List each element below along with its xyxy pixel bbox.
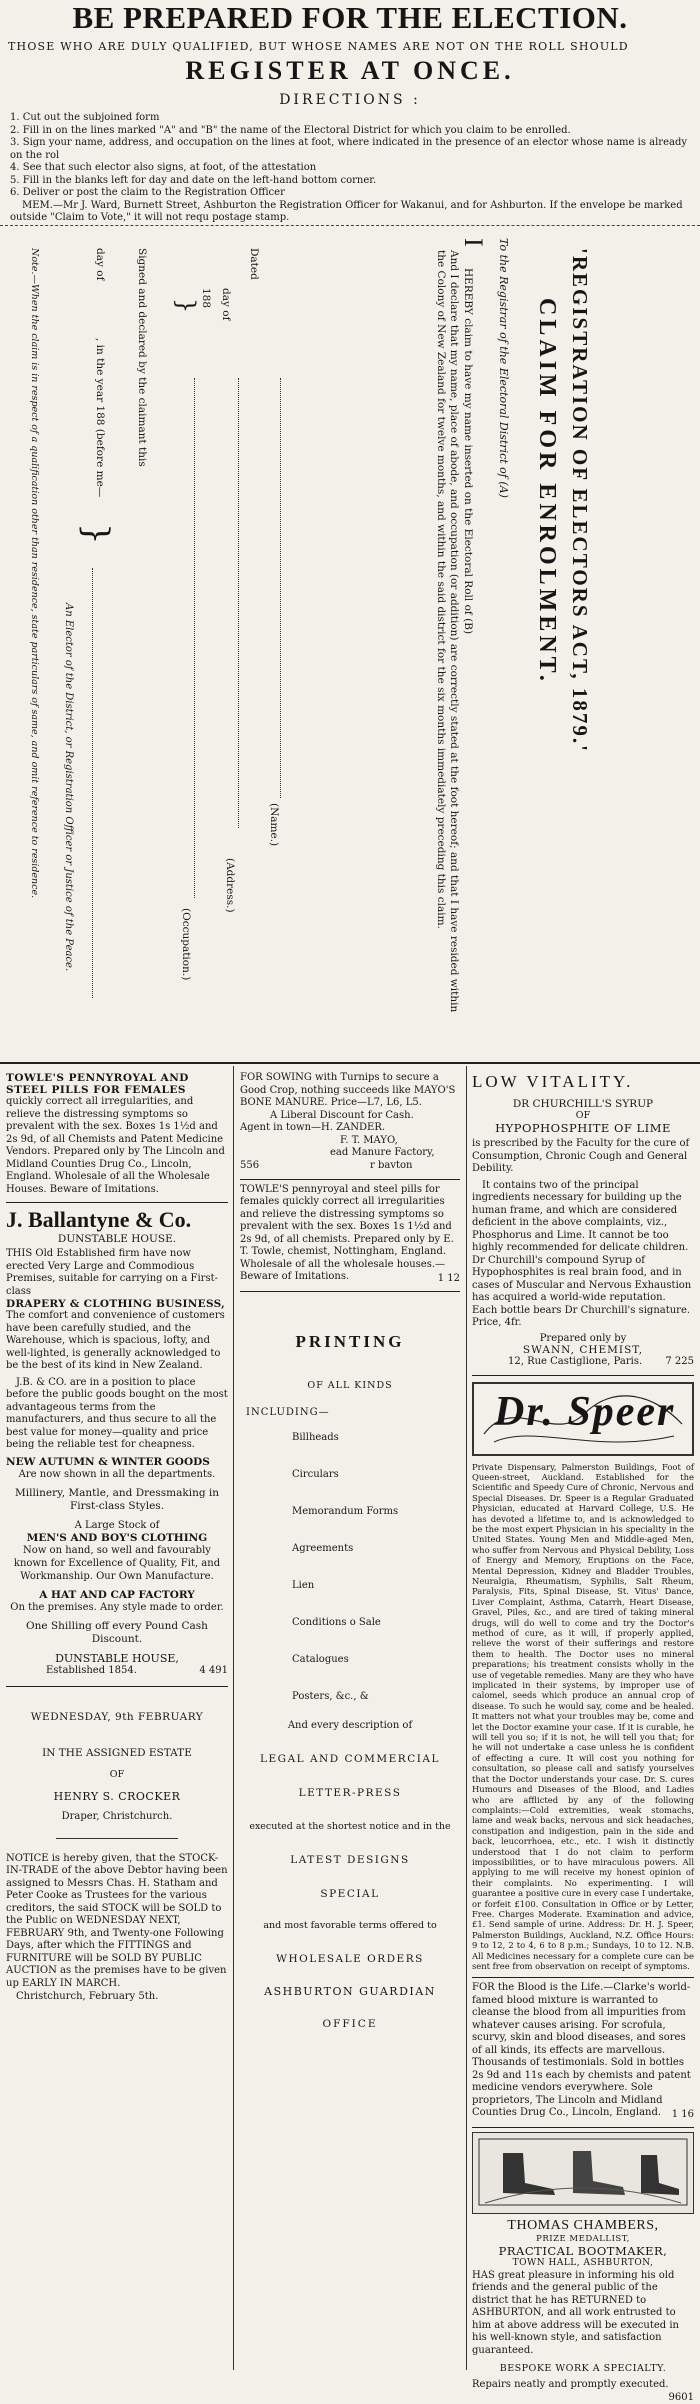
wed-date: WEDNESDAY, 9th FEBRUARY <box>30 1710 204 1723</box>
cut-line <box>0 225 700 226</box>
ballantyne-p1: THIS Old Established firm have now erected Very Large and Commodious Premises, suitable for carrying on a First-class <box>6 1248 218 1297</box>
enrolment-form <box>0 228 700 1058</box>
autumn-sub: Are now shown in all the departments. <box>18 1468 216 1480</box>
autumn-headline: NEW AUTUMN & WINTER GOODS <box>6 1455 210 1468</box>
act-title: 'REGISTRATION OF ELECTORS ACT, 1879.' <box>568 248 592 753</box>
executed: executed at the shortest notice and in the <box>249 1820 451 1832</box>
repairs: Repairs neatly and promptly executed. <box>472 2379 669 2391</box>
towle2-ref: 1 12 <box>437 1272 460 1284</box>
churchill: DR CHURCHILL'S SYRUP <box>512 1098 654 1110</box>
print-item: Billheads <box>292 1431 339 1443</box>
signed-line: Signed and declared by the claimant this <box>136 248 148 467</box>
ad-divider <box>472 2127 694 2128</box>
special: SPECIAL <box>320 1887 380 1900</box>
estate-of: OF <box>109 1768 125 1780</box>
swann: SWANN, CHEMIST, <box>522 1343 644 1356</box>
blood-ad: FOR the Blood is the Life.—Clarke's world-famed blood mixture is warranted to cleanse the blood from all impurities from whatever causes arising. For scrofula, scurvy, skin and blood diseases, and sores of all kinds, its effects are marvellous. Thousands of testimonials. Sold in bottles 2s 9d and 11s each by chemists and patent medicine vendors everywhere. Sole proprietors, The Lincoln and Midland Counties Drug Co., Lincoln, England. <box>472 1982 691 2119</box>
section-rule <box>0 1062 700 1064</box>
favourable: and most favorable terms offered to <box>263 1919 437 1931</box>
ad-divider <box>472 1977 694 1978</box>
register-headline: REGISTER AT ONCE. <box>185 56 515 85</box>
ad-divider <box>6 1202 228 1203</box>
crocker: HENRY S. CROCKER <box>53 1789 181 1803</box>
in-year-line: , in the year 188 (before me— <box>94 338 106 498</box>
print-item: Conditions o Sale <box>292 1616 381 1628</box>
print-item: Posters, &c., & <box>292 1690 369 1702</box>
latest-designs: LATEST DESIGNS <box>290 1853 410 1866</box>
day-of-label: day of <box>220 288 232 321</box>
mens-headline: MEN'S AND BOY'S CLOTHING <box>26 1531 208 1544</box>
occupation-line <box>194 378 196 898</box>
headline: BE PREPARED FOR THE ELECTION. <box>72 0 628 35</box>
letterpress: LETTER-PRESS <box>298 1786 402 1799</box>
print-item: Memorandum Forms <box>292 1505 399 1517</box>
ballantyne-title: J. Ballantyne & Co. <box>6 1207 192 1232</box>
column-rule <box>466 1066 467 2370</box>
occupation-label: (Occupation.) <box>180 908 192 981</box>
bespoke: BESPOKE WORK A SPECIALTY. <box>499 2363 667 2375</box>
hat-headline: A HAT AND CAP FACTORY <box>39 1588 195 1601</box>
directions-list <box>10 112 690 225</box>
swann-footer <box>472 1356 694 1369</box>
ad-divider <box>472 1375 694 1376</box>
millinery: Millinery, Mantle, and Dressmaking in First-class Styles. <box>14 1486 220 1512</box>
mayo-ad: FOR SOWING with Turnips to secure a Good Crop, nothing succeeds like MAYO'S BONE MANURE. Price—L7, L6, L5. <box>240 1072 456 1108</box>
column-2 <box>240 1072 460 2030</box>
print-item: Circulars <box>292 1468 339 1480</box>
claim-title: CLAIM FOR ENROLMENT. <box>534 298 560 685</box>
claim-body-2: And I declare that my name, place of abode, and occupation (or addition) are correctly stated at the foot hereof; and that I have resided within the Colony of New Zealand for twelve months, and within the said district for the six months immediately preceding this claim. <box>435 250 460 1013</box>
drapery-headline: DRAPERY & CLOTHING BUSINESS, <box>6 1298 226 1310</box>
mayo-factory: ead Manure Factory, <box>330 1147 435 1158</box>
towle-body: quickly correct all irregularities, and relieve the distressing symptoms so prevalent with the sex. Boxes 1s 1½d and 2s 9d, of all Chemists and Patent Medicine Vendors. Prepared only by The Lincoln and Midland Counties Drug Co., Lincoln, England. Wholesale of all the Wholesale Houses. Beware of Imitations. <box>6 1096 225 1195</box>
ad-divider <box>6 1686 228 1687</box>
swann-ref: 7 225 <box>665 1355 694 1367</box>
boot-engraving <box>472 2132 694 2214</box>
short-rule <box>56 1838 178 1839</box>
direction-item: 1. Cut out the subjoined form <box>10 112 160 123</box>
churchill-of: OF <box>575 1110 591 1121</box>
name-line <box>280 378 282 798</box>
chambers-ref: 9601 <box>668 2392 694 2404</box>
drop-cap-i: I <box>459 238 488 247</box>
printing-headline: PRINTING <box>295 1331 405 1351</box>
assigned-estate: IN THE ASSIGNED ESTATE <box>42 1746 192 1759</box>
direction-item: 2. Fill in on the lines marked "A" and "B" the name of the Electoral District for which you claim to be enrolled. <box>10 124 571 136</box>
established: Established 1854. <box>46 1664 137 1676</box>
speer-logo: Dr. Speer <box>494 1388 676 1435</box>
low-p1: is prescribed by the Faculty for the cure of Consumption, Chronic Cough and General Debility. <box>472 1138 690 1174</box>
every-description: And every description of <box>287 1719 413 1731</box>
ad-divider <box>240 1291 460 1292</box>
attest-label: An Elector of the District, or Registration Officer or Justice of the Peace. <box>63 603 74 972</box>
town-hall: TOWN HALL, ASHBURTON, <box>512 2257 654 2268</box>
day-line: day of <box>94 248 106 281</box>
low-p2: It contains two of the principal ingredients necessary for building up the human frame, and which are considered deficient in the above complaints, viz., Phosphorus and Lime. It cannot be too highly recommended for delicate children. Dr Churchill's compound Syrup of Hypophosphites is real brain food, and in cases of Muscular and Nervous Exhaustion has acquired a world-wide reputation. Each bottle bears Dr Churchill's signature. Price, 4fr. <box>472 1179 692 1328</box>
mens-sub: Now on hand, so well and favourably known for Excellence of Quality, Fit, and Workmanship. Our Own Manufacture. <box>13 1544 221 1582</box>
ballantyne-sub: DUNSTABLE HOUSE. <box>57 1233 177 1245</box>
large-stock: A Large Stock of <box>74 1519 160 1531</box>
speer-body: Private Dispensary, Palmerston Buildings, Foot of Queen-street, Auckland. Established for the Scientific and Speedy Cure of Chronic, Nervous and Special Diseases. Dr. Speer is a Regular Graduated Physician, educated at Harvard College, U.S. He has devoted a lifetime to, and is acknowledged to be the most expert Physician in his speciality in the United States. Young Men and Middle-aged Men, who suffer from Nervous and Physical Debility, Loss of Energy and Memory, Eruptions on the Face, Mental Depression, Kidney and Bladder Troubles, Neuralgia, Rheumatism, Syphilis, Salt Rheum, Paralysis, Fits, Spinal Disease, St. Vitus' Dance, Liver Complaint, Asthma, Catarrh, Heart Disease, Gravel, Piles, &c., and are tired of taking mineral drugs, will do well to come and try the Doctor's method of cure, as it will, if properly applied, relieve the worst of their sufferings and restore them to health. The Doctor uses no mineral preparations; his treatment consists wholly in the use of vegetable remedies. Many are they who have implicated in their systems, by improper use of calomel, seeds which produce an annual crop of disease. To such he would say, come and be healed. It matters not what your troubles may be, come and let the Doctor examine your case. If it is curable, he will tell you so; if it is not, he will tell you that; for he will not undertake a case unless he is confident of effecting a cure. It will cost you nothing for consultation, so please call and satisfy yourselves that the Doctor understands your case. Dr. S. cures Humours and Diseases of the Blood, and Ladies who are afflicted by any of the following complaints:—Cold extremities, weak stomachs, lame and weak backs, nervous and sick headaches, constipation and indigestion, pain in the side and back, leucorrhoea, etc., etc. I wish it distinctly understood that I do not claim to perform impossibilities, or to have miraculous powers. All applying to me will receive my honest opinion of their complaints. No experimenting. I will guarantee a positive cure in every case I undertake, or forfeit £100. Consultation in Office or by Letter, Free. Charges Moderate. Examination and advice, £1. Send sample of urine. Address: Dr. H. J. Speer, Palmerston Buildings, Auckland, N.Z. Office Hours: 9 to 12, 2 to 4, 6 to 8 p.m.; Sundays, 10 to 12. N.B. All Medicines necessary for a complete cure can be sent free from observation on receipt of symptoms. <box>472 1461 694 1971</box>
towle-title: TOWLE'S PENNYROYAL AND STEEL PILLS FOR FEMALES <box>6 1072 189 1096</box>
claim-body-1: HEREBY claim to have my name inserted on the Electoral Roll of (B) <box>462 268 474 635</box>
column-3 <box>472 1072 694 2404</box>
address-line <box>238 378 240 828</box>
direction-item: 3. Sign your name, address, and occupation on the lines at foot, where indicated in the presence of an elector whose name is already on the rol <box>10 137 688 161</box>
print-items <box>240 1432 460 1702</box>
direction-item: 6. Deliver or post the claim to the Registration Officer <box>10 187 285 198</box>
attest-line <box>92 568 94 998</box>
swann-address: 12, Rue Castiglione, Paris. <box>508 1355 643 1367</box>
chambers-body: HAS great pleasure in informing his old friends and the general public of the district that he has RETURNED to ASHBURTON, and all work entrusted to him at above address will be executed in his well-known style, and satisfaction guaranteed. <box>472 2269 679 2356</box>
directions-title: DIRECTIONS : <box>279 92 421 108</box>
direction-item: 4. See that such elector also signs, at foot, of the attestation <box>10 162 317 173</box>
low-vitality: LOW VITALITY. <box>472 1072 634 1091</box>
ad-divider <box>240 1179 460 1180</box>
address-label: (Address.) <box>224 858 236 913</box>
speer-logo-box <box>472 1382 694 1456</box>
print-item: Catalogues <box>292 1653 349 1665</box>
notice-body: NOTICE is hereby given, that the STOCK-IN-TRADE of the above Debtor having been assigned to Messrs Chas. H. Statham and Peter Cooke as Trustees for the various creditors, the said STOCK will be SOLD to the Public on WEDNESDAY NEXT, FEBRUARY 9th, and Twenty-one Following Days, after which the FITTINGS and FURNITURE will be SOLD BY PUBLIC AUCTION as the premises have to be given up EARLY IN MARCH. <box>6 1852 228 1989</box>
mayo-discount: A Liberal Discount for Cash. <box>270 1109 414 1121</box>
name-label: (Name.) <box>268 803 280 847</box>
chambers-title: THOMAS CHAMBERS, <box>507 2217 659 2233</box>
dunstable-footer: DUNSTABLE HOUSE, <box>55 1651 179 1665</box>
mem-note: MEM.—Mr J. Ward, Burnett Street, Ashburton the Registration Officer for Wakanui, and for Ashburton. If the envelope be marked outside "Claim to Vote," it will not requ postage stamp. <box>10 199 683 223</box>
mayo-footer <box>240 1160 460 1173</box>
column-rule <box>233 1066 234 2370</box>
ballantyne-p3: J.B. & CO. are in a position to place before the public goods bought on the most advantageous terms from the manufacturers, and thus secure to all the best value for money—quality and price being the reliable test for cheapness. <box>6 1376 228 1450</box>
prepared-by: Prepared only by <box>539 1332 627 1344</box>
mayo-ref: 556 <box>240 1159 260 1171</box>
to-registrar: To the Registrar of the Electoral District of (A) <box>497 238 510 498</box>
including: INCLUDING— <box>246 1406 330 1418</box>
prize-medallist: PRIZE MEDALLIST, <box>536 2233 630 2244</box>
print-item: Lien <box>292 1579 315 1591</box>
towle2-ad: TOWLE'S pennyroyal and steel pills for females quickly correct all irregularities and relieve the distressing symptoms so prevalent with the sex. Boxes 1s 1½d and 2s 9d, of all chemists. Prepared only by E. T. Towle, chemist, Nottingham, England. Wholesale of all the wholesale houses.—Beware of Imitations. <box>240 1183 454 1282</box>
guardian: ASHBURTON GUARDIAN <box>264 1984 436 1998</box>
year-label: 188 <box>200 288 212 309</box>
blood-ref: 1 16 <box>671 2108 694 2120</box>
brace-2: } <box>76 523 116 545</box>
hat-sub: On the premises. Any style made to order. <box>10 1601 224 1613</box>
mayo-place: r bavton <box>370 1159 413 1171</box>
subline: THOSE WHO ARE DULY QUALIFIED, BUT WHOSE NAMES ARE NOT ON THE ROLL SHOULD <box>8 40 629 53</box>
of-all-kinds: OF ALL KINDS <box>307 1379 393 1391</box>
dated-label: Dated <box>248 248 260 280</box>
ad-ref: 4 491 <box>199 1664 228 1676</box>
office: OFFICE <box>322 2017 378 2030</box>
ballantyne-p2: The comfort and convenience of customers have been carefully studied, and the Warehouse, which is spacious, lofty, and well-lighted, is generally acknowledged to be the best of its kind in New Zealand. <box>6 1310 225 1371</box>
hypophosphite: HYPOPHOSPHITE OF LIME <box>495 1121 671 1135</box>
brace: } <box>172 298 200 314</box>
boot-engraving-icon <box>473 2133 693 2211</box>
wholesale-orders: WHOLESALE ORDERS <box>276 1952 424 1965</box>
print-item: Agreements <box>292 1542 354 1554</box>
mayo-agent: Agent in town—H. ZANDER. <box>240 1122 386 1133</box>
mayo-name: F. T. MAYO, <box>340 1134 398 1146</box>
bootmaker: PRACTICAL BOOTMAKER, <box>498 2243 668 2258</box>
established-row <box>6 1665 228 1678</box>
draper: Draper, Christchurch. <box>61 1810 173 1822</box>
legal-commercial: LEGAL AND COMMERCIAL <box>260 1752 440 1765</box>
direction-item: 5. Fill in the blanks left for day and date on the left-hand bottom corner. <box>10 174 377 186</box>
note: Note.—When the claim is in respect of a qualification other than residence, state particulars of same, and omit reference to residence. <box>29 248 40 899</box>
discount: One Shilling off every Pound Cash Discount. <box>26 1619 208 1645</box>
column-1 <box>6 1072 228 2003</box>
notice-date: Christchurch, February 5th. <box>16 1991 159 2002</box>
